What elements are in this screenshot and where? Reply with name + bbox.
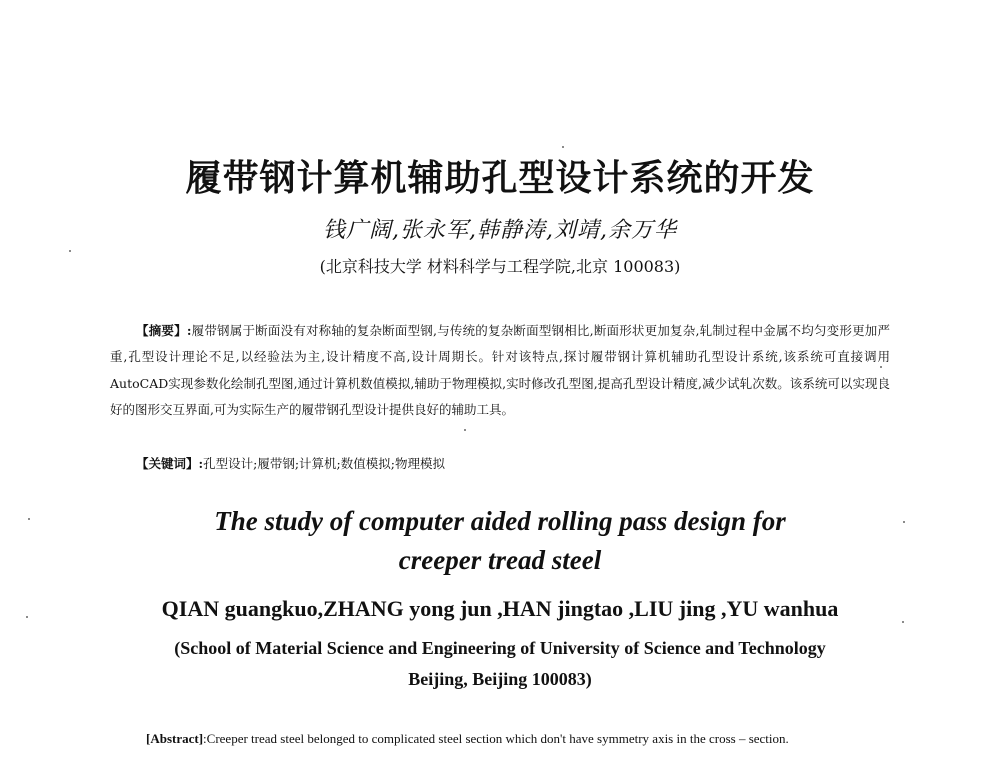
english-affiliation-line2: Beijing, Beijing 100083) — [408, 669, 592, 689]
scan-speck — [464, 429, 466, 431]
english-abstract — [110, 730, 890, 748]
english-title-line2: creeper tread steel — [398, 545, 602, 575]
chinese-keywords-text: 孔型设计;履带钢;计算机;数值模拟;物理模拟 — [203, 456, 445, 471]
chinese-abstract — [110, 318, 890, 424]
scan-speck — [28, 518, 30, 520]
chinese-authors: 钱广阔,张永军,韩静涛,刘靖,余万华 — [323, 218, 677, 243]
scan-speck — [880, 366, 882, 368]
chinese-title: 履带钢计算机辅助孔型设计系统的开发 — [185, 157, 815, 199]
chinese-affiliation: (北京科技大学 材料科学与工程学院,北京 100083) — [319, 257, 681, 276]
chinese-keywords-label: 【关键词】: — [136, 456, 204, 471]
english-authors: QIAN guangkuo,ZHANG yong jun ,HAN jingtao ,LIU jing ,YU wanhua — [161, 596, 839, 621]
scan-speck — [903, 521, 905, 523]
english-title-line1: The study of computer aided rolling pass design for — [214, 506, 786, 536]
english-abstract-label: [Abstract] — [146, 731, 204, 746]
scan-speck — [26, 616, 28, 618]
scan-speck — [562, 146, 564, 148]
english-title — [0, 502, 1000, 580]
chinese-abstract-label: 【摘要】: — [136, 323, 192, 338]
chinese-keywords — [110, 454, 890, 474]
scan-speck — [69, 250, 71, 252]
english-abstract-text: :Creeper tread steel belonged to complicated steel section which don't have symmetry axis in the cross – section. — [203, 731, 789, 746]
english-affiliation — [0, 633, 1000, 695]
chinese-abstract-text: 履带钢属于断面没有对称轴的复杂断面型钢,与传统的复杂断面型钢相比,断面形状更加复杂,轧制过程中金属不均匀变形更加严重,孔型设计理论不足,以经验法为主,设计精度不高,设计周期长。针对该特点,探讨履带钢计算机辅助孔型设计系统,该系统可直接调用AutoCAD实现参数化绘制孔型图,通过计算机数值模拟,辅助于物理模拟,实时修改孔型图,提高孔型设计精度,减少试轧次数。该系统可以实现良好的图形交互界面,可为实际生产的履带钢孔型设计提供良好的辅助工具。 — [110, 323, 890, 418]
english-affiliation-line1: (School of Material Science and Engineering of University of Science and Technology — [174, 638, 826, 658]
scan-speck — [902, 621, 904, 623]
